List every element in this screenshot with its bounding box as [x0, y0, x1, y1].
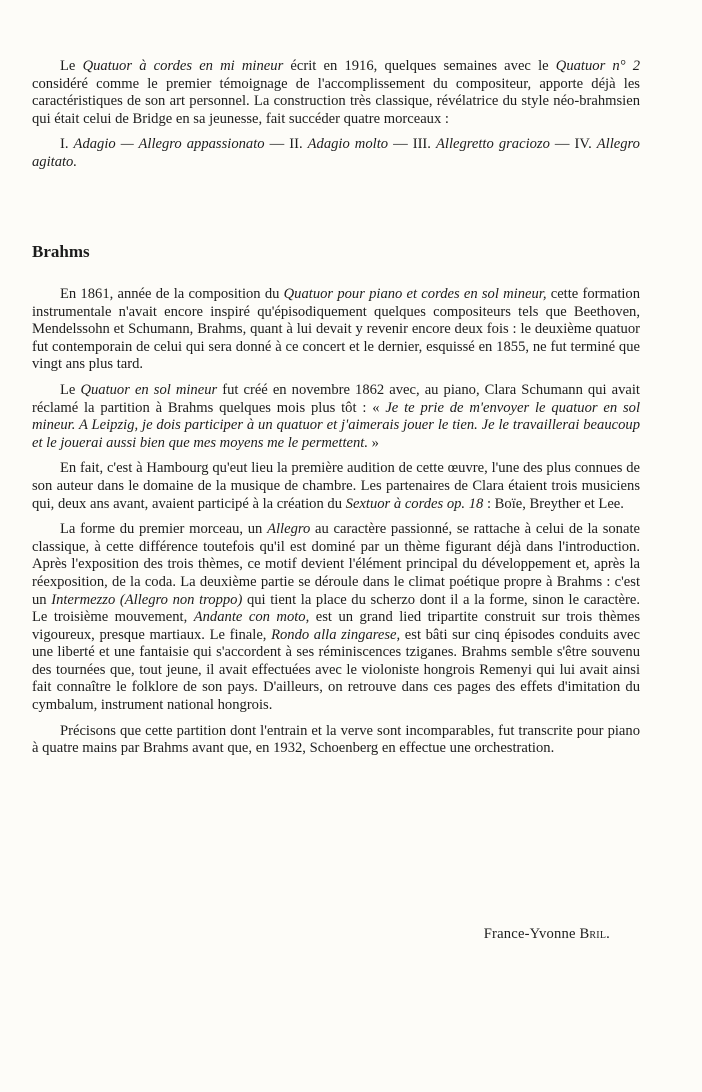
text-run: qui tient la place du scherzo dont il a la forme, sinon le caractère. Le troisième mouvement,	[32, 591, 640, 626]
text-run: fut créé en novembre 1862 avec, au piano, Clara Schumann qui avait réclamé la partition à Brahms quelques mois plus tôt : «	[32, 381, 640, 416]
text-run: au caractère passionné, se rattache à celui de la sonate classique, à cette différence toutefois qu'il est dominé par un thème figurant déjà dans l'introduction. Après l'exposition des trois thèmes, ce motif devient l'élément principal du développement et, après la réexposition, de la coda. La deuxième partie se déroule dans le climat poétique propre à Brahms : c'est un	[32, 521, 640, 608]
paragraph	[32, 136, 640, 171]
paragraph	[32, 521, 640, 715]
section-brahms-body	[32, 286, 640, 758]
italic-text: Quatuor à cordes en mi mineur	[82, 58, 284, 74]
section-bridge	[32, 58, 640, 172]
author-surname: Bril.	[579, 926, 610, 942]
paragraph	[32, 460, 640, 513]
italic-text: Sextuor à cordes op. 18	[345, 495, 484, 512]
text-run: écrit en 1916, quelques semaines avec le	[283, 58, 556, 74]
author-signature	[484, 926, 610, 943]
italic-text: Allegro agitato.	[32, 136, 640, 170]
italic-text: Je te prie de m'envoyer le quatuor en sol mineur. A Leipzig, je dois participer à un quatuor et j'aimerais jouer le tien. Je le travaillerai beaucoup et le jouerai aussi bien que mes moyens me le permettent.	[32, 399, 640, 451]
text-run: est bâti sur cinq épisodes conduits avec une liberté et une fantaisie qui s'accordent à ses réminiscences tziganes. Brahms semble s'être souvenu des tournées que, tout jeune, il avait effectuées avec le violoniste hongrois Remenyi qui lui avait ainsi fait connaître le folklore de son pays. D'ailleurs, on retrouve dans ces pages des effets d'imitation du cymbalum, instrument national hongrois.	[32, 626, 640, 714]
italic-text: Rondo alla zingarese,	[271, 626, 401, 643]
text-run: Précisons que cette partition dont l'entrain et la verve sont incomparables, fut transcrite pour piano à quatre mains par Brahms avant que, en 1932, Schoenberg en effectue une orchestration.	[32, 722, 640, 757]
italic-text: Adagio molto	[307, 136, 389, 153]
section-heading-brahms: Brahms	[32, 242, 90, 261]
paragraph	[32, 286, 640, 374]
text-run: cette formation instrumentale n'avait encore inspiré qu'épisodiquement quelques compositeurs tels que Beethoven, Mendelssohn et Schumann, Brahms, quant à lui devait y revenir encore deux fois : le deuxième quatuor fut contemporain de celui qui sera donné à ce concert et le dernier, esquissé en 1855, ne fut terminé que vingt ans plus tard.	[32, 286, 641, 373]
italic-text: Adagio — Allegro appassionato	[73, 136, 265, 153]
text-run: Le	[60, 58, 83, 74]
italic-text: Intermezzo (Allegro non troppo)	[51, 591, 243, 608]
italic-text: Allegro	[267, 521, 311, 538]
italic-text: Quatuor n° 2	[555, 58, 641, 74]
text-run: La forme du premier morceau, un	[60, 521, 268, 538]
italic-text: Quatuor pour piano et cordes en sol mineur,	[283, 286, 547, 302]
text-run: Le	[60, 381, 81, 398]
text-run: En fait, c'est à Hambourg qu'eut lieu la première audition de cette œuvre, l'une des plus connues de son auteur dans le domaine de la musique de chambre. Les partenaires de Clara étaient trois musiciens qui, deux ans avant, avaient participé à la création du	[32, 460, 640, 512]
text-run: — II.	[264, 136, 308, 153]
italic-text: Quatuor en sol mineur	[80, 381, 218, 398]
italic-text: Andante con moto,	[193, 609, 310, 626]
paragraph	[32, 382, 640, 452]
text-run: En 1861, année de la composition du	[60, 286, 284, 302]
page	[32, 58, 641, 942]
paragraph	[32, 723, 640, 758]
text-run: — IV.	[549, 136, 597, 153]
text-run: : Boïe, Breyther et Lee.	[483, 495, 624, 512]
paragraph	[32, 58, 640, 128]
text-run: considéré comme le premier témoignage de l'accomplissement du compositeur, apporte déjà les caractéristiques de son art personnel. La construction très classique, révélatrice du style néo-brahmsien qui était celui de Bridge en sa jeunesse, fait succéder quatre morceaux :	[32, 75, 640, 127]
text-run: »	[367, 434, 379, 451]
text-run: — III.	[388, 136, 436, 153]
author-first-name: France-Yvonne	[483, 926, 576, 942]
text-run: est un grand lied tripartite construit sur trois thèmes vigoureux, presque martiaux. Le finale,	[32, 609, 640, 643]
italic-text: Allegretto graciozo	[435, 136, 550, 153]
text-run: I.	[60, 136, 74, 153]
